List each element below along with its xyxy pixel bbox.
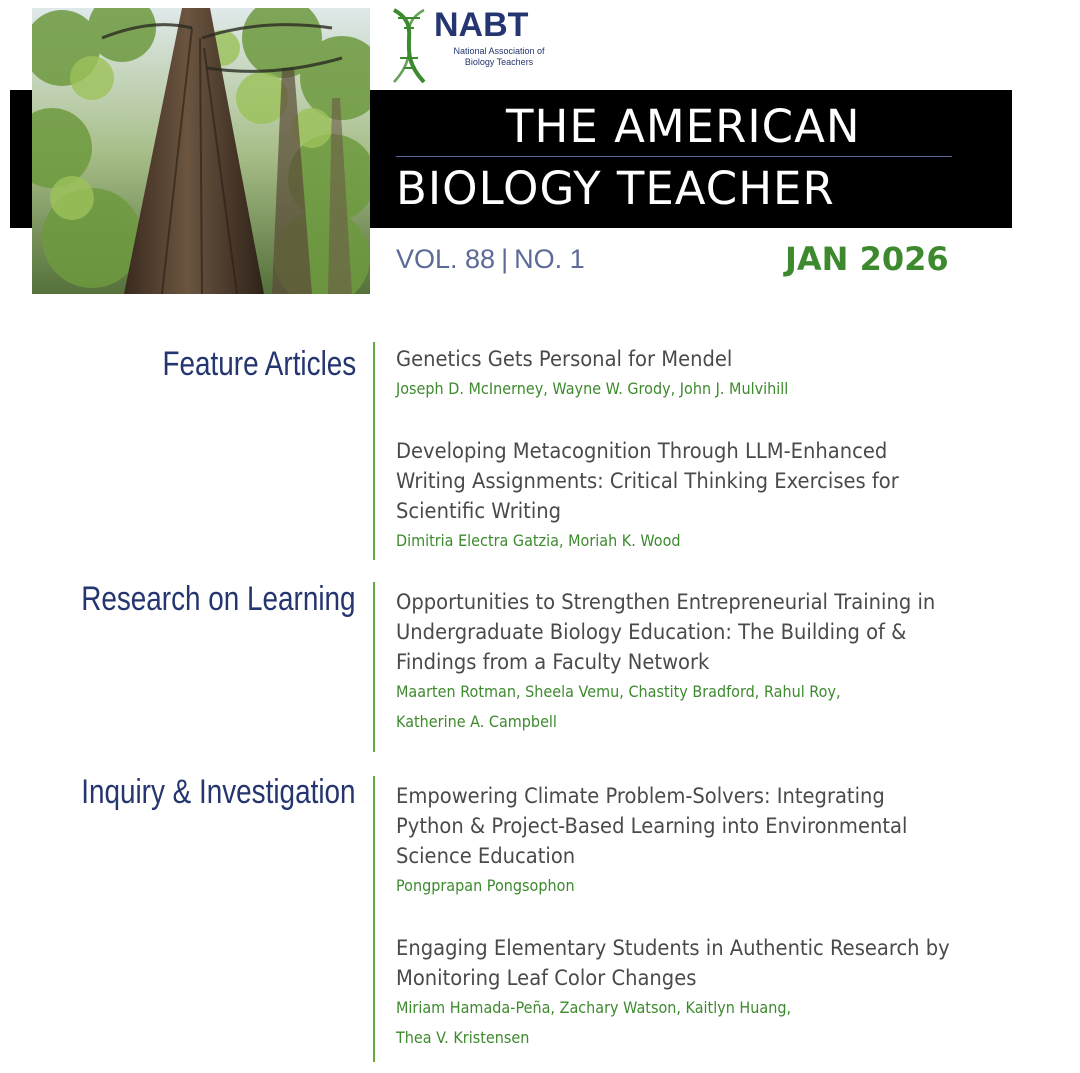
volume: VOL. 88 — [396, 244, 496, 274]
issue-separator: | — [501, 244, 509, 274]
article-item[interactable] — [396, 933, 1016, 1053]
dna-helix-icon — [386, 8, 432, 84]
article-authors: Maarten Rotman, Sheela Vemu, Chastity Bradford, Rahul Roy, Katherine A. Campbell — [396, 682, 841, 731]
section-heading: Inquiry & Investigation — [81, 773, 356, 811]
issue-date: JAN 2026 — [785, 240, 949, 278]
article-authors: Joseph D. McInerney, Wayne W. Grody, John J. Mulvihill — [396, 379, 789, 398]
article-item[interactable] — [396, 436, 1016, 556]
article-title: Genetics Gets Personal for Mendel — [396, 347, 733, 371]
title-divider — [396, 156, 952, 157]
article-title: Developing Metacognition Through LLM-Enhanced Writing Assignments: Critical Thinking Exercises for Scientific Writing — [396, 439, 899, 523]
article-item[interactable] — [396, 781, 1016, 901]
article-title: Empowering Climate Problem-Solvers: Integrating Python & Project-Based Learning into Environmental Science Education — [396, 784, 908, 868]
section-heading: Research on Learning — [81, 580, 356, 618]
section-rule — [373, 582, 375, 752]
section-rule — [373, 342, 375, 560]
article-item[interactable] — [396, 587, 1016, 737]
issue-number: NO. 1 — [514, 244, 585, 274]
journal-title-line-2: BIOLOGY TEACHER — [396, 162, 835, 215]
article-authors: Miriam Hamada-Peña, Zachary Watson, Kaitlyn Huang, Thea V. Kristensen — [396, 998, 792, 1047]
journal-title-line-1: THE AMERICAN — [506, 100, 861, 153]
article-authors: Pongprapan Pongsophon — [396, 876, 575, 895]
logo-org-name: National Association of Biology Teachers — [453, 46, 545, 67]
issue-volume-number — [396, 244, 585, 275]
article-title: Engaging Elementary Students in Authentic Research by Monitoring Leaf Color Changes — [396, 936, 950, 990]
section-heading: Feature Articles — [162, 345, 356, 383]
article-item[interactable] — [396, 344, 1016, 404]
article-authors: Dimitria Electra Gatzia, Moriah K. Wood — [396, 531, 681, 550]
section-rule — [373, 776, 375, 1062]
article-title: Opportunities to Strengthen Entrepreneurial Training in Undergraduate Biology Education: The Building of & Findings from a Faculty Network — [396, 590, 936, 674]
nabt-logo — [386, 6, 566, 84]
cover-photo-redwood-forest — [32, 8, 370, 294]
logo-acronym: NABT — [434, 6, 529, 44]
